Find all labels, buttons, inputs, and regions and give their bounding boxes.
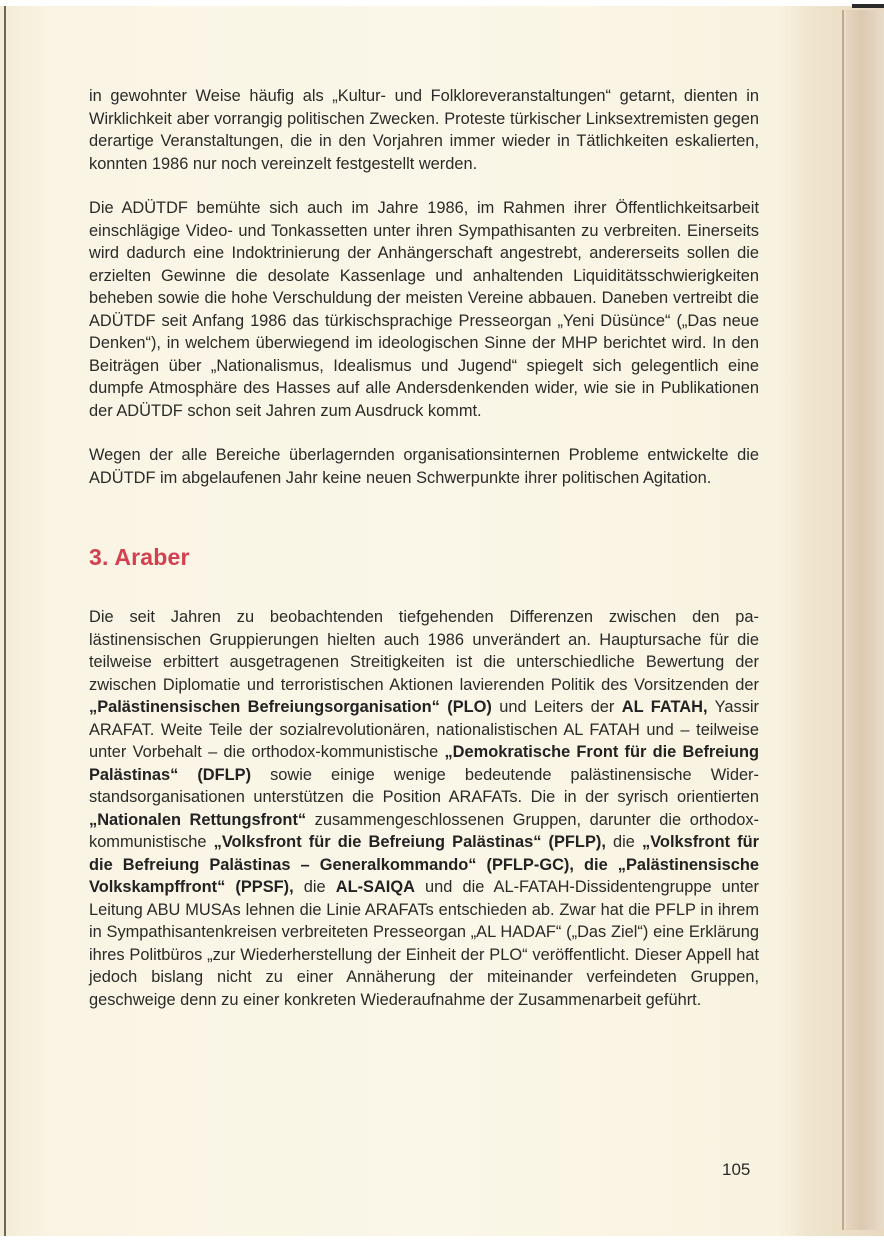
page-top-edge (0, 0, 884, 6)
text-run: zusammengeschlossenen Gruppen, darunter die orthodox-kommunistische (89, 810, 759, 851)
text-run: in gewohnter Weise häufig als „Kultur- und Folkloreveranstaltungen“ getarnt, dienten in Wirklichkeit aber vorrangig politischen Zwecken. Proteste türkischer Linksextremisten gegen derartige Veranstaltungen, die in den Vorjahren immer wieder in Tätlichkeiten eskalierten, konnten 1986 nur noch vereinzelt festgestellt werden. (89, 87, 759, 173)
paragraph (89, 85, 759, 175)
bold-term: „Palästinensischen Befreiungsorganisation“ (PLO) (89, 698, 492, 716)
page-bottom-edge (0, 1236, 884, 1242)
text-run: die (605, 833, 643, 851)
paragraph (89, 197, 759, 422)
paragraph (89, 606, 759, 1011)
text-run: sowie einige wenige bedeutende palästinensische Widerstandsorganisationen unterstützen die Position ARAFATs. Die in der syrisch orientierten (89, 765, 759, 806)
bold-term: „Volksfront für die Befreiung Palästinas – Generalkommando“ (PFLP-GC), die „Palästinensische Volkskampffront“ (PPSF), (89, 833, 760, 896)
text-run: die (293, 878, 336, 896)
text-run: Die ADÜTDF bemühte sich auch im Jahre 1986, im Rahmen ihrer Öffentlichkeitsarbeit einschlägige Video- und Tonkassetten unter ihren Sympathisanten zu verbreiten. Einerseits wird dadurch eine Indoktrinierung der Anhängerschaft angestrebt, andererseits sollen die erzielten Gewinne die desolate Kassenlage und anhaltenden Liquiditätsschwierigkeiten beheben sowie die hohe Verschuldung der meisten Vereine abbauen. Daneben vertreibt die ADÜTDF seit Anfang 1986 das türkischsprachige Presseorgan „Yeni Düsünce“ („Das neue Denken“), in welchem überwiegend im ideologischen Sinne der MHP berichtet wird. In den Beiträgen über „Nationalismus, Idealismus und Jugend“ spiegelt sich gelegentlich eine dumpfe Atmosphäre des Hasses auf alle Andersdenkenden wider, wie sie in Publikationen der ADÜTDF schon seit Jahren zum Ausdruck kommt. (89, 199, 759, 420)
paragraph (89, 444, 759, 489)
page-left-edge-shadow (4, 6, 6, 1236)
text-run: und die AL-FATAH-Dissidentengruppe unter Leitung ABU MUSAs lehnen die Linie ARAFATs entschieden ab. Zwar hat die PFLP in ihrem in Sympathisantenkreisen verbreiteten Presseorgan „AL HADAF“ („Das Ziel“) eine Erklärung ihres Politbüros „zur Wiederherstellung der Einheit der PLO“ veröffentlicht. Dieser Appell hat jedoch bislang nicht zu einer Annäherung der miteinander verfeindeten Gruppen, geschweige denn zu einer konkreten Wiederaufnahme der Zusammenarbeit geführt. (89, 878, 760, 1009)
section-heading: 3. Araber (89, 544, 190, 570)
text-run: Wegen der alle Bereiche überlagernden organisationsinternen Probleme entwickelte die ADÜTDF im abgelaufenen Jahr keine neuen Schwerpunkte ihrer politischen Agitation. (89, 446, 759, 487)
book-gutter-shadow (846, 10, 884, 1230)
book-spine-line (842, 10, 844, 1230)
bold-term: „Volksfront für die Befreiung Palästinas“ (PFLP), (213, 833, 606, 851)
text-run: und Leiters der (491, 698, 622, 716)
bold-term: „Nationalen Rettungsfront“ (89, 810, 307, 829)
page-number: 105 (722, 1160, 751, 1179)
page-body-text (89, 85, 759, 1033)
text-run: Yassir ARAFAT. Weite Teile der sozialrevolutionären, nationalistischen AL FATAH und – teilweise unter Vorbehalt – die orthodox-kommunistische (89, 698, 759, 761)
paragraphs-after-heading (89, 606, 759, 1011)
bold-term: AL-SAIQA (335, 878, 415, 896)
text-run: Die seit Jahren zu beobachtenden tiefgehenden Differenzen zwischen den palästinensischen Gruppierungen hielten auch 1986 unverändert an. Hauptursache für die teilweise erbittert ausgetragenen Streitigkeiten ist die unterschiedliche Bewertung der zwischen Diplomatie und terroristischen Aktionen lavierenden Politik des Vorsitzenden der (89, 608, 759, 694)
scan-corner-mark (852, 4, 884, 8)
bold-term: „Demokratische Front für die Befreiung Palästinas“ (DFLP) (89, 743, 759, 784)
paragraphs-before-heading (89, 85, 759, 489)
bold-term: AL FATAH, (621, 698, 708, 716)
